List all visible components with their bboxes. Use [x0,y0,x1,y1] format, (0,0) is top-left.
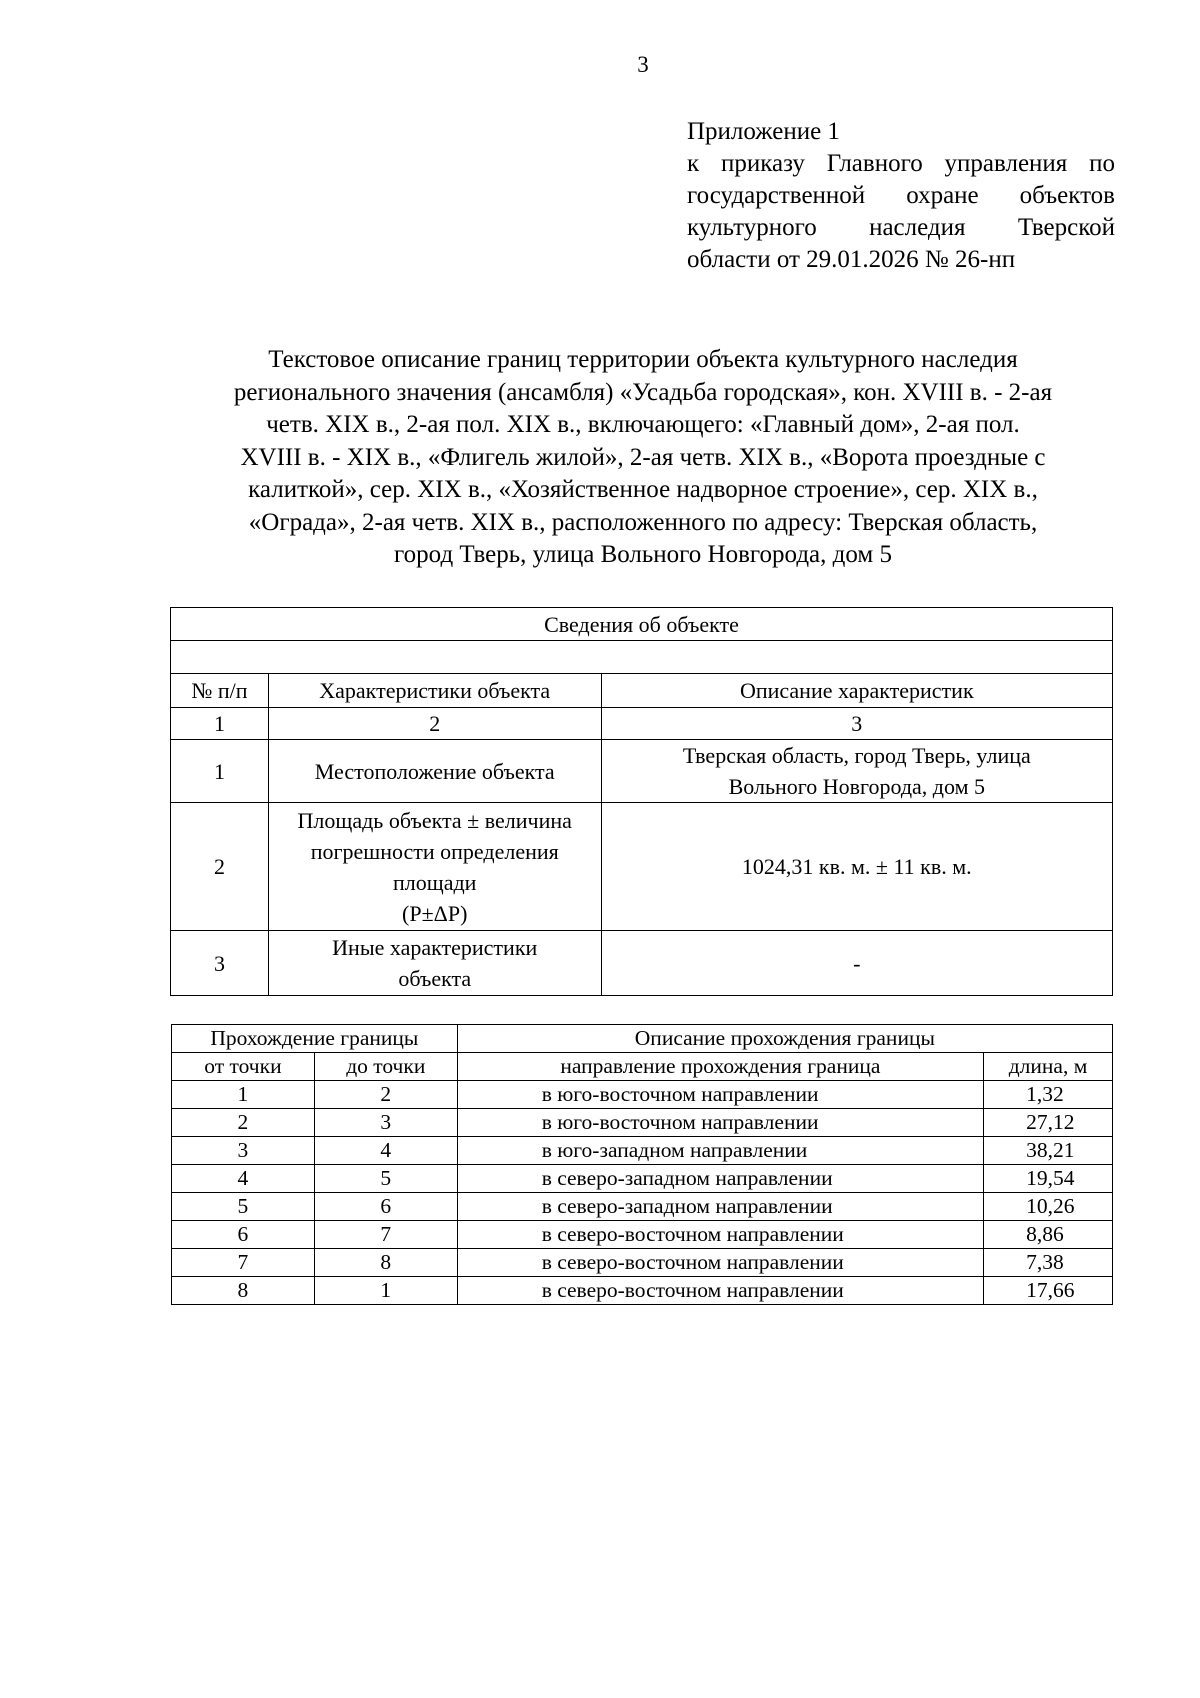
title-line: четв. XIX в., 2-ая пол. XIX в., включающего: «Главный дом», 2-ая пол. [266,411,1020,438]
boundary-table [171,1024,1113,1305]
appendix-line: Приложение 1 [687,118,840,145]
boundary-length: 7,38 [984,1249,1113,1277]
info-header-description: Описание характеристик [601,674,1112,708]
boundary-direction: в юго-восточном направлении [457,1109,983,1137]
boundary-direction: в северо-восточном направлении [457,1249,983,1277]
appendix-line: к приказу Главного управления по [687,150,1115,177]
object-info-table [170,607,1113,996]
row-number: 1 [171,740,269,803]
info-header-number: № п/п [171,674,269,708]
boundary-from-point: 6 [172,1221,315,1249]
boundary-direction: в северо-восточном направлении [457,1277,983,1305]
boundary-from-point: 3 [172,1137,315,1165]
row-description [601,803,1112,931]
cell-line: Площадь объекта ± величина [297,807,572,833]
row-characteristic [268,740,601,803]
boundary-header-length: длина, м [984,1053,1113,1081]
boundary-header-to: до точки [314,1053,457,1081]
boundary-to-point: 7 [314,1221,457,1249]
boundary-to-point: 6 [314,1193,457,1221]
info-column-number: 1 [171,708,269,740]
boundary-to-point: 5 [314,1165,457,1193]
appendix-line: культурного наследия Тверской [687,214,1115,241]
row-characteristic [268,803,601,931]
page-number: 3 [637,52,649,77]
boundary-direction: в северо-восточном направлении [457,1221,983,1249]
boundary-direction: в северо-западном направлении [457,1193,983,1221]
table-row [172,1277,1113,1305]
boundary-to-point: 3 [314,1109,457,1137]
row-description [601,931,1112,996]
table-row [172,1137,1113,1165]
table-row [172,1081,1113,1109]
table-row [172,1249,1113,1277]
boundary-length: 8,86 [984,1221,1113,1249]
boundary-to-point: 8 [314,1249,457,1277]
boundary-header-direction: направление прохождения граница [457,1053,983,1081]
table-row [172,1193,1113,1221]
boundary-direction: в юго-западном направлении [457,1137,983,1165]
title-line: город Тверь, улица Вольного Новгорода, дом 5 [394,541,892,568]
cell-line: (Р±ΔР) [402,900,468,926]
boundary-to-point: 1 [314,1277,457,1305]
table-row [171,803,1113,931]
cell-line: Иные характеристики [332,935,538,960]
cell-line: Местоположение объекта [314,758,555,784]
title-line: Текстовое описание границ территории объекта культурного наследия [268,346,1018,373]
cell-line: объекта [398,966,472,991]
title-line: XVIII в. - XIX в., «Флигель жилой», 2-ая четв. XIX в., «Ворота проездные с [240,443,1046,471]
title-line: «Ограда», 2-ая четв. XIX в., расположенного по адресу: Тверская область, [248,508,1038,536]
boundary-from-point: 8 [172,1277,315,1305]
boundary-length: 27,12 [984,1109,1113,1137]
info-header-characteristic: Характеристики объекта [268,674,601,708]
row-number: 3 [171,931,269,996]
row-description [601,740,1112,803]
cell-line: площади [393,869,477,895]
table-row [171,931,1113,996]
boundary-length: 1,32 [984,1081,1113,1109]
table-row [172,1221,1113,1249]
info-table-caption: Сведения об объекте [171,608,1113,641]
boundary-to-point: 4 [314,1137,457,1165]
boundary-header-from: от точки [172,1053,315,1081]
boundary-from-point: 1 [172,1081,315,1109]
appendix-line: области от 29.01.2026 № 26-нп [687,246,1016,273]
boundary-from-point: 5 [172,1193,315,1221]
boundary-direction: в юго-восточном направлении [457,1081,983,1109]
boundary-direction: в северо-западном направлении [457,1165,983,1193]
row-characteristic [268,931,601,996]
boundary-length: 17,66 [984,1277,1113,1305]
info-table-empty-row [171,641,1113,674]
boundary-group-header: Прохождение границы [172,1025,458,1053]
cell-line: 1024,31 кв. м. ± 11 кв. м. [741,854,972,879]
info-column-number: 2 [268,708,601,740]
cell-line: Тверская область, город Тверь, улица [682,743,1031,768]
info-column-number: 3 [601,708,1112,740]
row-number: 2 [171,803,269,931]
boundary-from-point: 2 [172,1109,315,1137]
table-row [172,1109,1113,1137]
document-title [160,344,1126,572]
cell-line: погрешности определения [310,838,559,864]
boundary-from-point: 7 [172,1249,315,1277]
boundary-group-header: Описание прохождения границы [457,1025,1112,1053]
boundary-rows [172,1081,1113,1305]
boundary-to-point: 2 [314,1081,457,1109]
boundary-length: 10,26 [984,1193,1113,1221]
table-row [171,740,1113,803]
appendix-block [687,116,1115,276]
table-row [172,1165,1113,1193]
boundary-from-point: 4 [172,1165,315,1193]
boundary-length: 38,21 [984,1137,1113,1165]
cell-line: - [853,950,861,976]
title-line: калиткой», сер. XIX в., «Хозяйственное надворное строение», сер. XIX в., [248,476,1038,503]
cell-line: Вольного Новгорода, дом 5 [728,774,985,799]
boundary-length: 19,54 [984,1165,1113,1193]
appendix-line: государственной охране объектов [687,182,1115,209]
title-line: регионального значения (ансамбля) «Усадьба городская», кон. XVIII в. - 2-ая [233,378,1053,406]
